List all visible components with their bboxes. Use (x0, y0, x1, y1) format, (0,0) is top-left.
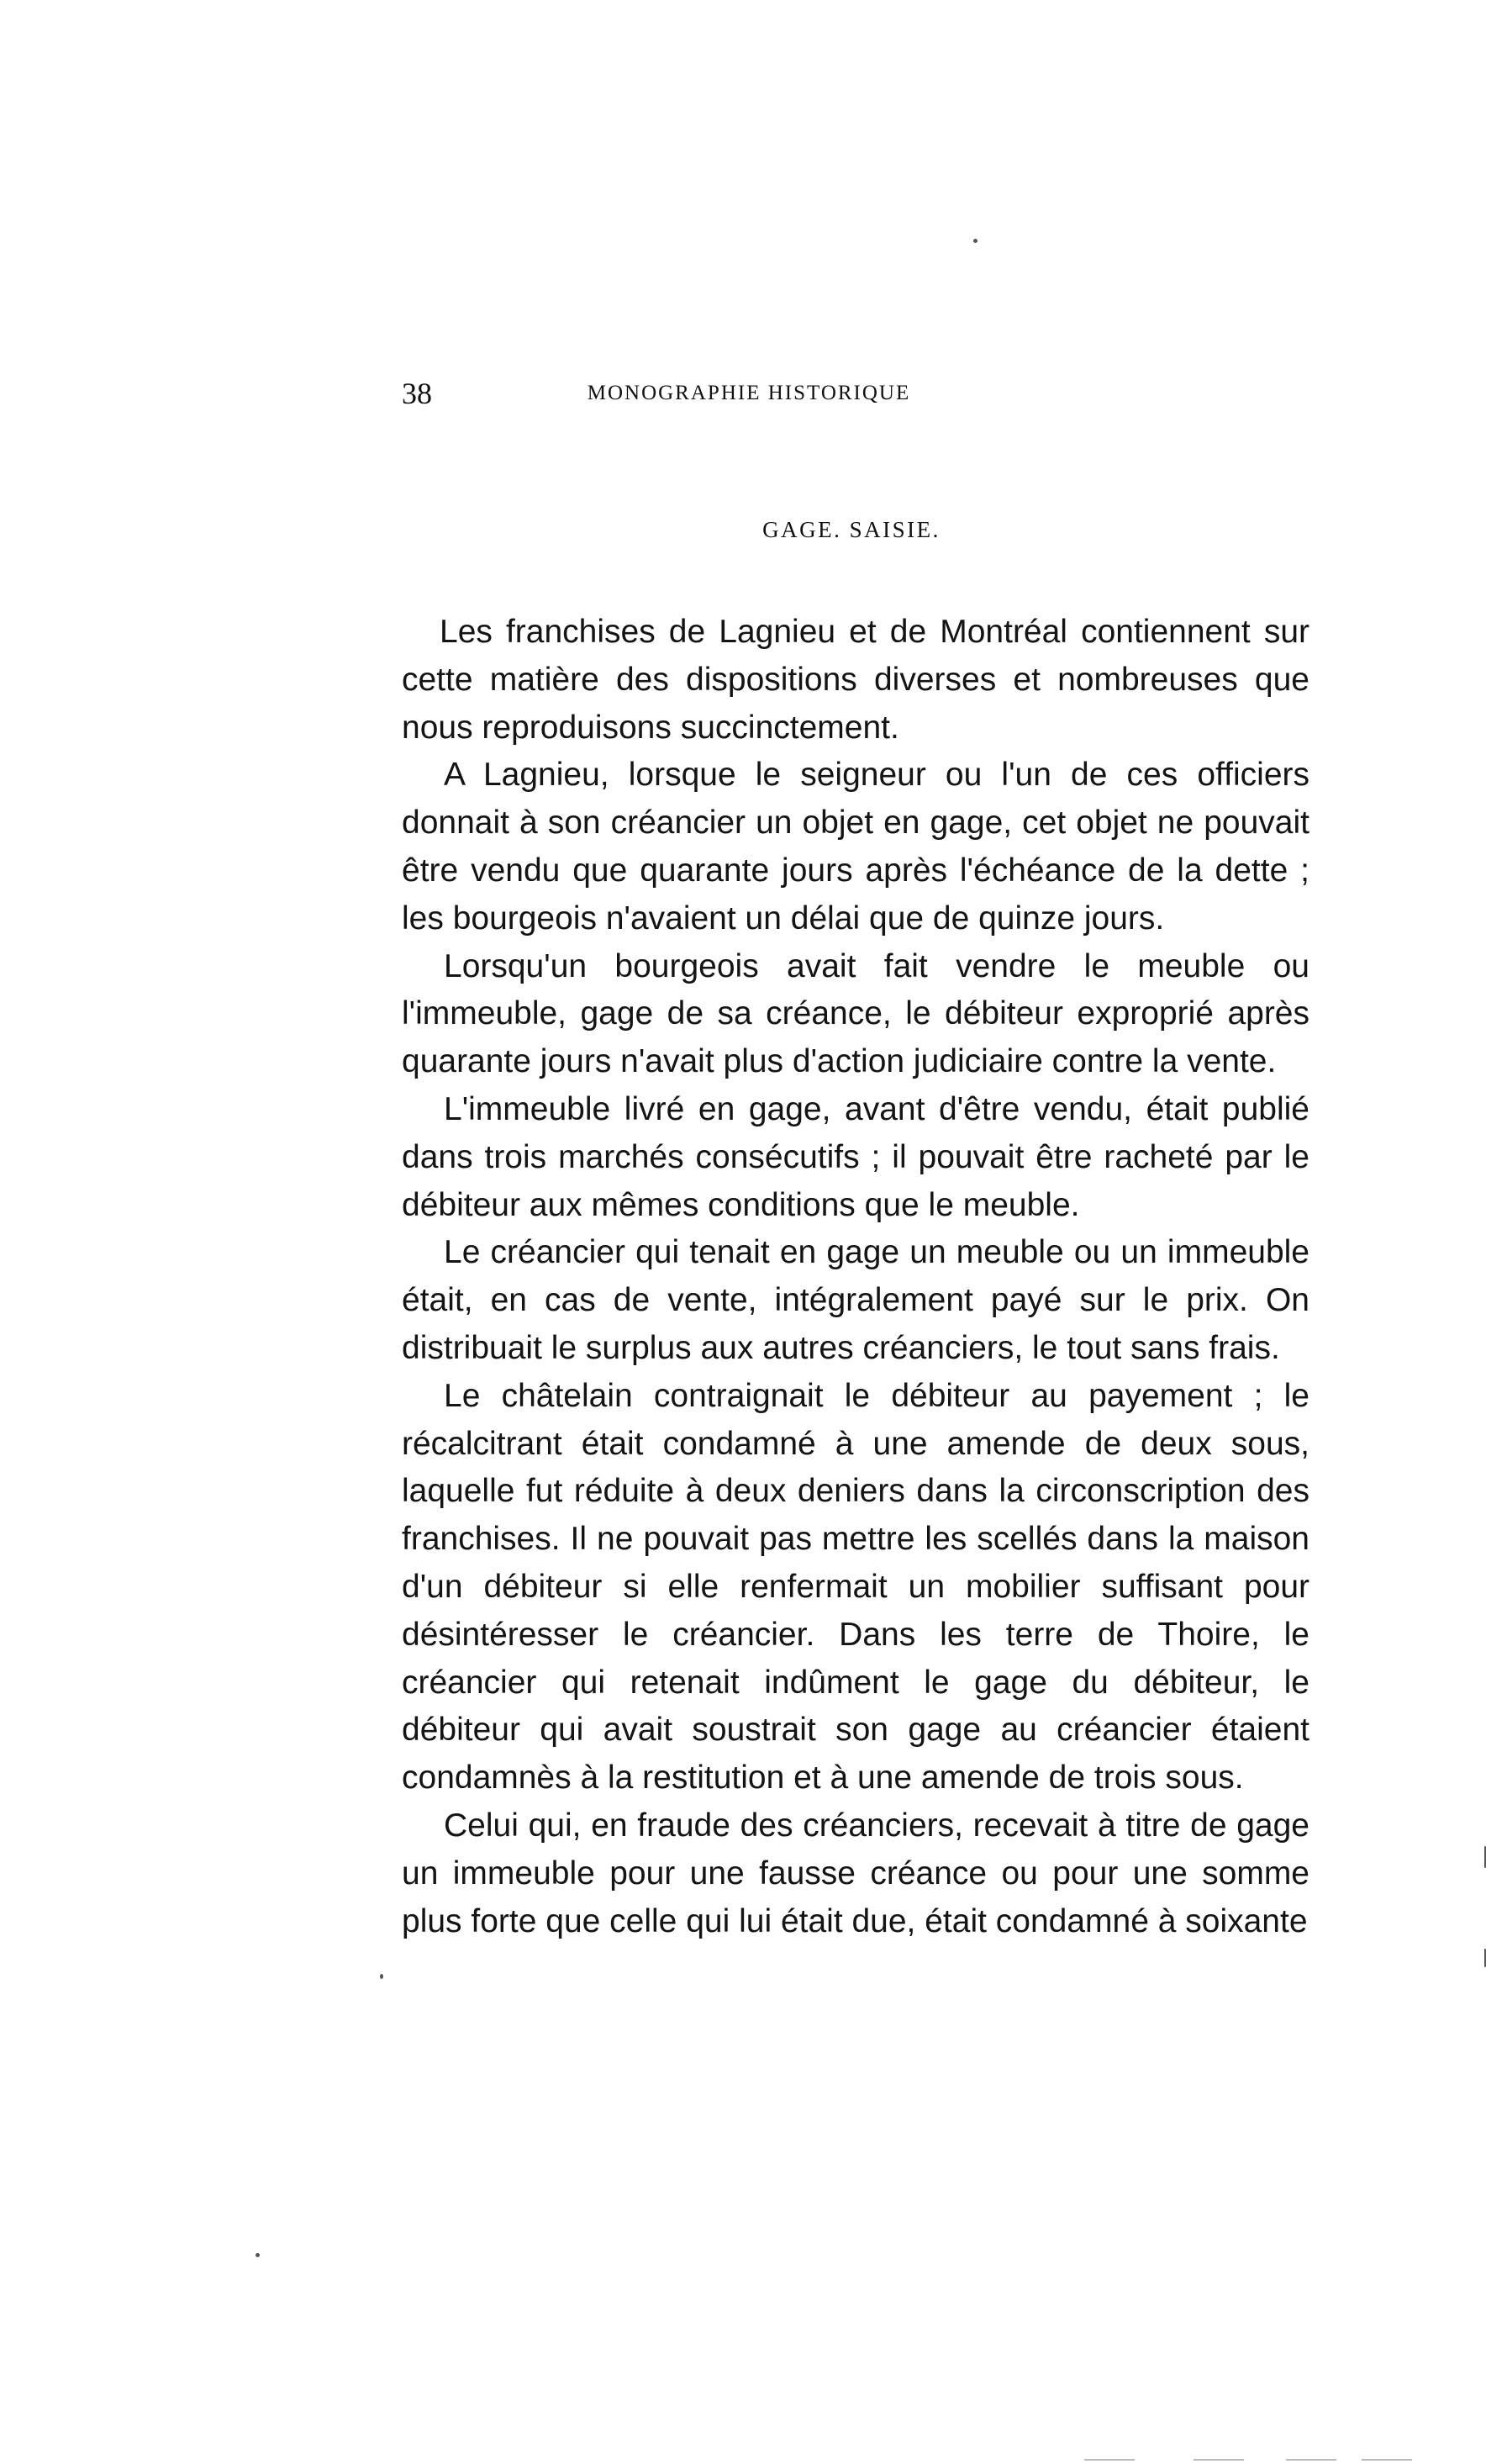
paragraph-5: Le créancier qui tenait en gage un meuble ou un immeuble était, en cas de vente, intégralement payé sur le prix. On distribuait le surplus aux autres créanciers, le tout sans frais. (402, 1234, 1309, 1366)
running-title: MONOGRAPHIE HISTORIQUE (587, 382, 911, 404)
page-number: 38 (402, 377, 432, 410)
paragraph-4: L'immeuble livré en gage, avant d'être vendu, était publié dans trois marchés consécutifs ; il pouvait être racheté par le débiteur aux mêmes conditions que le meuble. (402, 1090, 1309, 1223)
section-title: GAGE. SAISIE. (762, 517, 941, 542)
scan-edge-mark (1194, 2459, 1244, 2461)
page-header (402, 368, 1046, 419)
scan-edge-mark (1084, 2459, 1135, 2461)
paragraph-2: A Lagnieu, lorsque le seigneur ou l'un de ces officiers donnait à son créancier un objet en gage, cet objet ne pouvait être vendu que quarante jours après l'échéance de la dette ; les bourgeois n'avaient un délai que de quinze jours. (402, 757, 1309, 937)
body-text (402, 609, 1309, 1945)
paragraph-1: Les franchises de Lagnieu et de Montréal contiennent sur cette matière des dispositions diverses et nombreuses que nous reproduisons succinctement. (402, 614, 1309, 746)
scan-edge-mark (1362, 2459, 1412, 2461)
scan-speck (973, 239, 977, 243)
scan-speck (380, 1974, 383, 1979)
paragraph-3: Lorsqu'un bourgeois avait fait vendre le meuble ou l'immeuble, gage de sa créance, le débiteur exproprié après quarante jours n'avait plus d'action judiciaire contre la vente. (402, 947, 1309, 1080)
paragraph-6: Le châtelain contraignait le débiteur au payement ; le récalcitrant était condamné à une amende de deux sous, laquelle fut réduite à deux deniers dans la circonscription des franchises. Il ne pouvait pas mettre les scellés dans la maison d'un débiteur si elle renfermait un mobilier suffisant pour désintéresser le créancier. Dans les terre de Thoire, le créancier qui retenait indûment le gage du débiteur, le débiteur qui avait soustrait son gage au créancier étaient condamnès à la restitution et à une amende de trois sous. (402, 1377, 1309, 1797)
paragraph-7: Celui qui, en fraude des créanciers, recevait à titre de gage un immeuble pour une fausse créance ou pour une somme plus forte que celle qui lui était due, était condamné à soixante (402, 1807, 1309, 1939)
scan-edge-mark (1286, 2459, 1336, 2461)
scan-speck (256, 2253, 260, 2257)
